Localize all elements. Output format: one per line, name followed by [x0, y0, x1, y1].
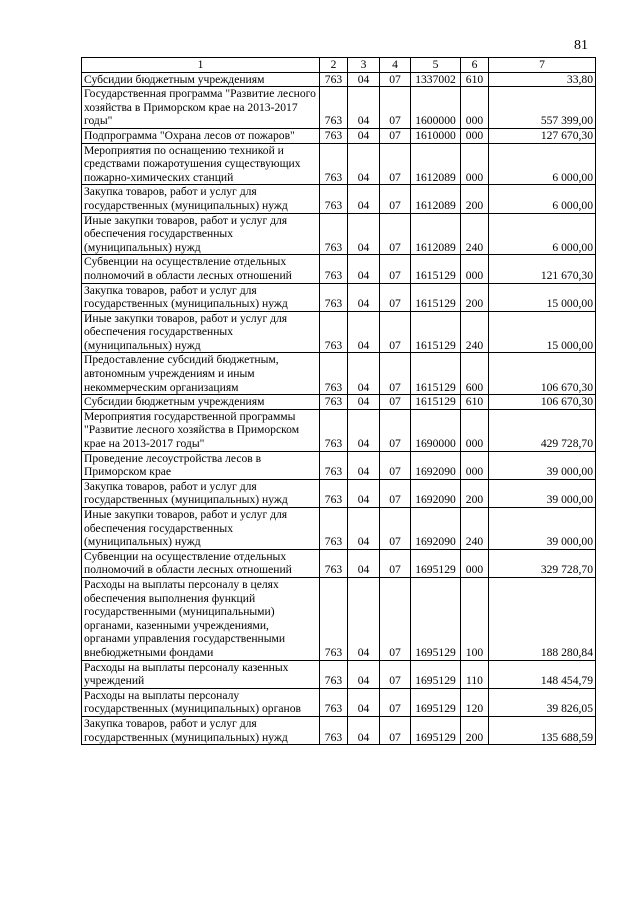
section-code-cell: 04	[348, 688, 380, 716]
table-row	[82, 395, 596, 410]
subsection-code-cell: 07	[380, 128, 411, 143]
subsection-code-cell: 07	[380, 479, 411, 507]
expense-type-code-cell: 000	[461, 451, 489, 479]
ministry-code-cell: 763	[320, 255, 348, 283]
target-item-code-cell: 1692090	[411, 508, 461, 550]
section-code-cell: 04	[348, 87, 380, 129]
amount-cell: 33,80	[489, 72, 596, 87]
section-code-cell: 04	[348, 143, 380, 185]
table-row	[82, 353, 596, 395]
amount-cell: 39 000,00	[489, 479, 596, 507]
item-name-cell: Подпрограмма "Охрана лесов от пожаров"	[82, 128, 320, 143]
expense-type-code-cell: 240	[461, 311, 489, 353]
header-row	[82, 58, 596, 73]
table-row	[82, 549, 596, 577]
ministry-code-cell: 763	[320, 549, 348, 577]
amount-cell: 39 000,00	[489, 508, 596, 550]
page-number: 81	[574, 38, 588, 53]
amount-cell: 39 000,00	[489, 451, 596, 479]
section-code-cell: 04	[348, 353, 380, 395]
item-name-cell: Мероприятия по оснащению техникой и средствами пожаротушения существующих пожарно-химических станций	[82, 143, 320, 185]
item-name-cell: Закупка товаров, работ и услуг для государственных (муниципальных) нужд	[82, 185, 320, 213]
section-code-cell: 04	[348, 128, 380, 143]
section-code-cell: 04	[348, 508, 380, 550]
table-row	[82, 128, 596, 143]
table-row	[82, 409, 596, 451]
target-item-code-cell: 1695129	[411, 660, 461, 688]
section-code-cell: 04	[348, 660, 380, 688]
item-name-cell: Закупка товаров, работ и услуг для государственных (муниципальных) нужд	[82, 283, 320, 311]
ministry-code-cell: 763	[320, 660, 348, 688]
subsection-code-cell: 07	[380, 255, 411, 283]
amount-cell: 148 454,79	[489, 660, 596, 688]
expense-type-code-cell: 200	[461, 283, 489, 311]
item-name-cell: Расходы на выплаты персоналу казенных учреждений	[82, 660, 320, 688]
section-code-cell: 04	[348, 577, 380, 660]
expense-type-code-cell: 000	[461, 87, 489, 129]
amount-cell: 557 399,00	[489, 87, 596, 129]
item-name-cell: Предоставление субсидий бюджетным, автономным учреждениям и иным некоммерческим организациям	[82, 353, 320, 395]
header-cell: 1	[82, 58, 320, 73]
table-body	[82, 58, 596, 745]
subsection-code-cell: 07	[380, 185, 411, 213]
amount-cell: 329 728,70	[489, 549, 596, 577]
target-item-code-cell: 1695129	[411, 549, 461, 577]
item-name-cell: Субсидии бюджетным учреждениям	[82, 395, 320, 410]
amount-cell: 6 000,00	[489, 213, 596, 255]
subsection-code-cell: 07	[380, 72, 411, 87]
ministry-code-cell: 763	[320, 479, 348, 507]
section-code-cell: 04	[348, 213, 380, 255]
subsection-code-cell: 07	[380, 143, 411, 185]
table-row	[82, 185, 596, 213]
item-name-cell: Иные закупки товаров, работ и услуг для обеспечения государственных (муниципальных) нужд	[82, 508, 320, 550]
table-row	[82, 479, 596, 507]
target-item-code-cell: 1690000	[411, 409, 461, 451]
expense-type-code-cell: 000	[461, 143, 489, 185]
item-name-cell: Закупка товаров, работ и услуг для государственных (муниципальных) нужд	[82, 479, 320, 507]
amount-cell: 127 670,30	[489, 128, 596, 143]
subsection-code-cell: 07	[380, 283, 411, 311]
section-code-cell: 04	[348, 395, 380, 410]
table-row	[82, 508, 596, 550]
section-code-cell: 04	[348, 185, 380, 213]
target-item-code-cell: 1615129	[411, 311, 461, 353]
expense-type-code-cell: 000	[461, 409, 489, 451]
expense-type-code-cell: 000	[461, 549, 489, 577]
item-name-cell: Мероприятия государственной программы "Развитие лесного хозяйства в Приморском крае на 2013-2017 годы"	[82, 409, 320, 451]
section-code-cell: 04	[348, 283, 380, 311]
subsection-code-cell: 07	[380, 87, 411, 129]
amount-cell: 106 670,30	[489, 353, 596, 395]
ministry-code-cell: 763	[320, 688, 348, 716]
subsection-code-cell: 07	[380, 688, 411, 716]
target-item-code-cell: 1695129	[411, 716, 461, 744]
target-item-code-cell: 1600000	[411, 87, 461, 129]
section-code-cell: 04	[348, 311, 380, 353]
target-item-code-cell: 1610000	[411, 128, 461, 143]
amount-cell: 39 826,05	[489, 688, 596, 716]
section-code-cell: 04	[348, 479, 380, 507]
table-row	[82, 213, 596, 255]
item-name-cell: Закупка товаров, работ и услуг для государственных (муниципальных) нужд	[82, 716, 320, 744]
header-cell: 2	[320, 58, 348, 73]
target-item-code-cell: 1615129	[411, 283, 461, 311]
expense-type-code-cell: 600	[461, 353, 489, 395]
section-code-cell: 04	[348, 451, 380, 479]
expense-type-code-cell: 120	[461, 688, 489, 716]
item-name-cell: Расходы на выплаты персоналу государственных (муниципальных) органов	[82, 688, 320, 716]
expense-type-code-cell: 610	[461, 395, 489, 410]
subsection-code-cell: 07	[380, 451, 411, 479]
section-code-cell: 04	[348, 255, 380, 283]
header-cell: 3	[348, 58, 380, 73]
item-name-cell: Иные закупки товаров, работ и услуг для обеспечения государственных (муниципальных) нужд	[82, 311, 320, 353]
amount-cell: 15 000,00	[489, 283, 596, 311]
subsection-code-cell: 07	[380, 409, 411, 451]
ministry-code-cell: 763	[320, 577, 348, 660]
ministry-code-cell: 763	[320, 395, 348, 410]
section-code-cell: 04	[348, 716, 380, 744]
header-cell: 4	[380, 58, 411, 73]
section-code-cell: 04	[348, 409, 380, 451]
budget-table	[81, 57, 596, 745]
target-item-code-cell: 1612089	[411, 185, 461, 213]
ministry-code-cell: 763	[320, 716, 348, 744]
amount-cell: 135 688,59	[489, 716, 596, 744]
table-row	[82, 577, 596, 660]
ministry-code-cell: 763	[320, 311, 348, 353]
table-row	[82, 451, 596, 479]
item-name-cell: Расходы на выплаты персоналу в целях обеспечения выполнения функций государственными (муниципальными) органами, казенными учреждениями, органами управления государственными внебюджетными фондами	[82, 577, 320, 660]
table-row	[82, 283, 596, 311]
ministry-code-cell: 763	[320, 72, 348, 87]
expense-type-code-cell: 000	[461, 128, 489, 143]
subsection-code-cell: 07	[380, 549, 411, 577]
subsection-code-cell: 07	[380, 508, 411, 550]
item-name-cell: Проведение лесоустройства лесов в Приморском крае	[82, 451, 320, 479]
ministry-code-cell: 763	[320, 128, 348, 143]
ministry-code-cell: 763	[320, 283, 348, 311]
subsection-code-cell: 07	[380, 577, 411, 660]
table-row	[82, 143, 596, 185]
amount-cell: 429 728,70	[489, 409, 596, 451]
subsection-code-cell: 07	[380, 213, 411, 255]
amount-cell: 188 280,84	[489, 577, 596, 660]
header-cell: 5	[411, 58, 461, 73]
subsection-code-cell: 07	[380, 716, 411, 744]
header-cell: 6	[461, 58, 489, 73]
header-cell: 7	[489, 58, 596, 73]
table-row	[82, 87, 596, 129]
item-name-cell: Субсидии бюджетным учреждениям	[82, 72, 320, 87]
table-row	[82, 716, 596, 744]
amount-cell: 6 000,00	[489, 185, 596, 213]
table-row	[82, 255, 596, 283]
target-item-code-cell: 1695129	[411, 688, 461, 716]
section-code-cell: 04	[348, 549, 380, 577]
subsection-code-cell: 07	[380, 660, 411, 688]
amount-cell: 15 000,00	[489, 311, 596, 353]
ministry-code-cell: 763	[320, 451, 348, 479]
target-item-code-cell: 1615129	[411, 255, 461, 283]
target-item-code-cell: 1612089	[411, 143, 461, 185]
target-item-code-cell: 1692090	[411, 479, 461, 507]
target-item-code-cell: 1615129	[411, 395, 461, 410]
target-item-code-cell: 1615129	[411, 353, 461, 395]
ministry-code-cell: 763	[320, 143, 348, 185]
item-name-cell: Государственная программа "Развитие лесного хозяйства в Приморском крае на 2013-2017 годы"	[82, 87, 320, 129]
subsection-code-cell: 07	[380, 311, 411, 353]
expense-type-code-cell: 100	[461, 577, 489, 660]
table-row	[82, 72, 596, 87]
target-item-code-cell: 1337002	[411, 72, 461, 87]
expense-type-code-cell: 240	[461, 508, 489, 550]
table-row	[82, 688, 596, 716]
expense-type-code-cell: 200	[461, 479, 489, 507]
subsection-code-cell: 07	[380, 395, 411, 410]
expense-type-code-cell: 610	[461, 72, 489, 87]
amount-cell: 121 670,30	[489, 255, 596, 283]
ministry-code-cell: 763	[320, 87, 348, 129]
ministry-code-cell: 763	[320, 508, 348, 550]
item-name-cell: Субвенции на осуществление отдельных полномочий в области лесных отношений	[82, 549, 320, 577]
expense-type-code-cell: 110	[461, 660, 489, 688]
item-name-cell: Субвенции на осуществление отдельных полномочий в области лесных отношений	[82, 255, 320, 283]
amount-cell: 6 000,00	[489, 143, 596, 185]
ministry-code-cell: 763	[320, 185, 348, 213]
target-item-code-cell: 1695129	[411, 577, 461, 660]
ministry-code-cell: 763	[320, 409, 348, 451]
expense-type-code-cell: 200	[461, 716, 489, 744]
target-item-code-cell: 1692090	[411, 451, 461, 479]
expense-type-code-cell: 000	[461, 255, 489, 283]
section-code-cell: 04	[348, 72, 380, 87]
table-row	[82, 660, 596, 688]
target-item-code-cell: 1612089	[411, 213, 461, 255]
amount-cell: 106 670,30	[489, 395, 596, 410]
expense-type-code-cell: 240	[461, 213, 489, 255]
expense-type-code-cell: 200	[461, 185, 489, 213]
subsection-code-cell: 07	[380, 353, 411, 395]
item-name-cell: Иные закупки товаров, работ и услуг для обеспечения государственных (муниципальных) нужд	[82, 213, 320, 255]
table-row	[82, 311, 596, 353]
ministry-code-cell: 763	[320, 213, 348, 255]
ministry-code-cell: 763	[320, 353, 348, 395]
